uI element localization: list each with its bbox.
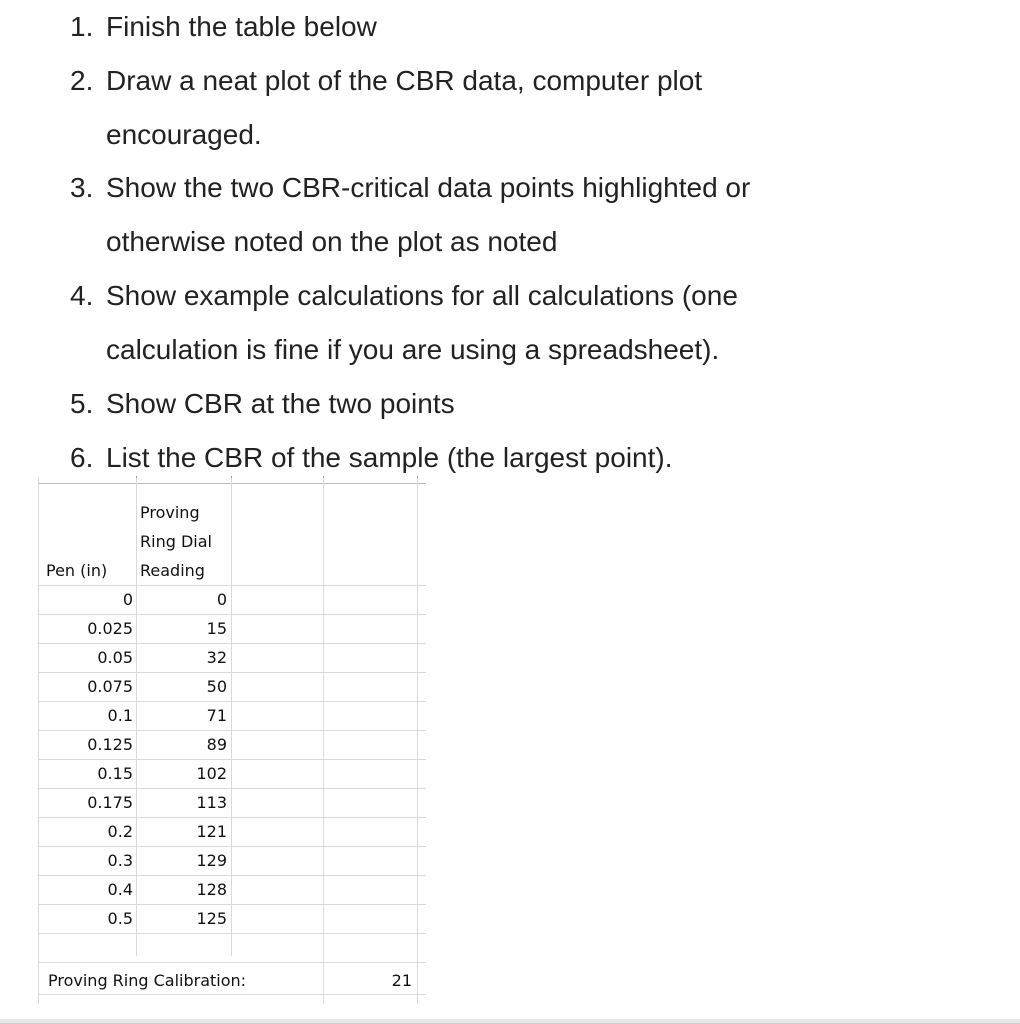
instruction-item-3 xyxy=(70,161,970,269)
header-reading-line-2: Ring Dial xyxy=(140,532,212,551)
reading-cell: 125 xyxy=(196,909,227,928)
pen-cell: 0.5 xyxy=(107,909,133,928)
instruction-item-4 xyxy=(70,269,970,377)
instruction-text: Show the two CBR-critical data points highlighted or xyxy=(106,172,751,203)
reading-cell: 0 xyxy=(216,590,227,609)
instruction-continuation: otherwise noted on the plot as noted xyxy=(106,226,558,257)
pen-cell: 0.05 xyxy=(97,648,133,667)
reading-cell: 89 xyxy=(206,735,227,754)
cbr-data-table xyxy=(38,478,426,1004)
grid-line xyxy=(38,962,426,963)
reading-cell: 113 xyxy=(196,793,227,812)
pen-cell: 0.1 xyxy=(107,706,133,725)
instruction-number: 5. xyxy=(70,388,94,419)
calibration-label: Proving Ring Calibration: xyxy=(48,971,247,990)
header-reading-line-3: Reading xyxy=(140,561,205,580)
reading-cell: 121 xyxy=(196,822,227,841)
pen-cell: 0.15 xyxy=(97,764,133,783)
instruction-item-5 xyxy=(70,377,970,431)
instruction-number: 1. xyxy=(70,11,94,42)
instruction-text: Show example calculations for all calculations (one xyxy=(106,280,738,311)
pen-cell: 0.075 xyxy=(87,677,133,696)
instruction-continuation: calculation is fine if you are using a spreadsheet). xyxy=(106,334,720,365)
instruction-text: Show CBR at the two points xyxy=(106,388,455,419)
header-reading-line-1: Proving xyxy=(140,503,200,522)
instruction-number: 6. xyxy=(70,442,94,473)
reading-cell: 50 xyxy=(206,677,227,696)
header-pen: Pen (in) xyxy=(46,561,108,580)
pen-cell: 0.4 xyxy=(107,880,133,899)
instruction-item-2 xyxy=(70,54,970,162)
grid-line xyxy=(231,478,232,956)
reading-cell: 128 xyxy=(196,880,227,899)
reading-cell: 71 xyxy=(206,706,227,725)
calibration-value: 21 xyxy=(391,971,412,990)
pen-cell: 0 xyxy=(122,590,133,609)
pen-cell: 0.175 xyxy=(87,793,133,812)
reading-cell: 129 xyxy=(196,851,227,870)
instruction-text: List the CBR of the sample (the largest point). xyxy=(106,442,673,473)
pen-cell: 0.025 xyxy=(87,619,133,638)
instruction-item-6 xyxy=(70,431,970,485)
instruction-number: 2. xyxy=(70,65,94,96)
instruction-number: 3. xyxy=(70,172,94,203)
grid-line xyxy=(417,478,418,1004)
instruction-text: Draw a neat plot of the CBR data, computer plot xyxy=(106,65,703,96)
pen-cell: 0.3 xyxy=(107,851,133,870)
instruction-continuation: encouraged. xyxy=(106,119,262,150)
grid-line xyxy=(323,478,324,1004)
reading-cell: 102 xyxy=(196,764,227,783)
pen-cell: 0.2 xyxy=(107,822,133,841)
instruction-item-1 xyxy=(70,0,970,54)
reading-cell: 15 xyxy=(206,619,227,638)
instruction-number: 4. xyxy=(70,280,94,311)
reading-cell: 32 xyxy=(206,648,227,667)
instruction-text: Finish the table below xyxy=(106,11,377,42)
pen-cell: 0.125 xyxy=(87,735,133,754)
grid-line xyxy=(38,933,426,934)
